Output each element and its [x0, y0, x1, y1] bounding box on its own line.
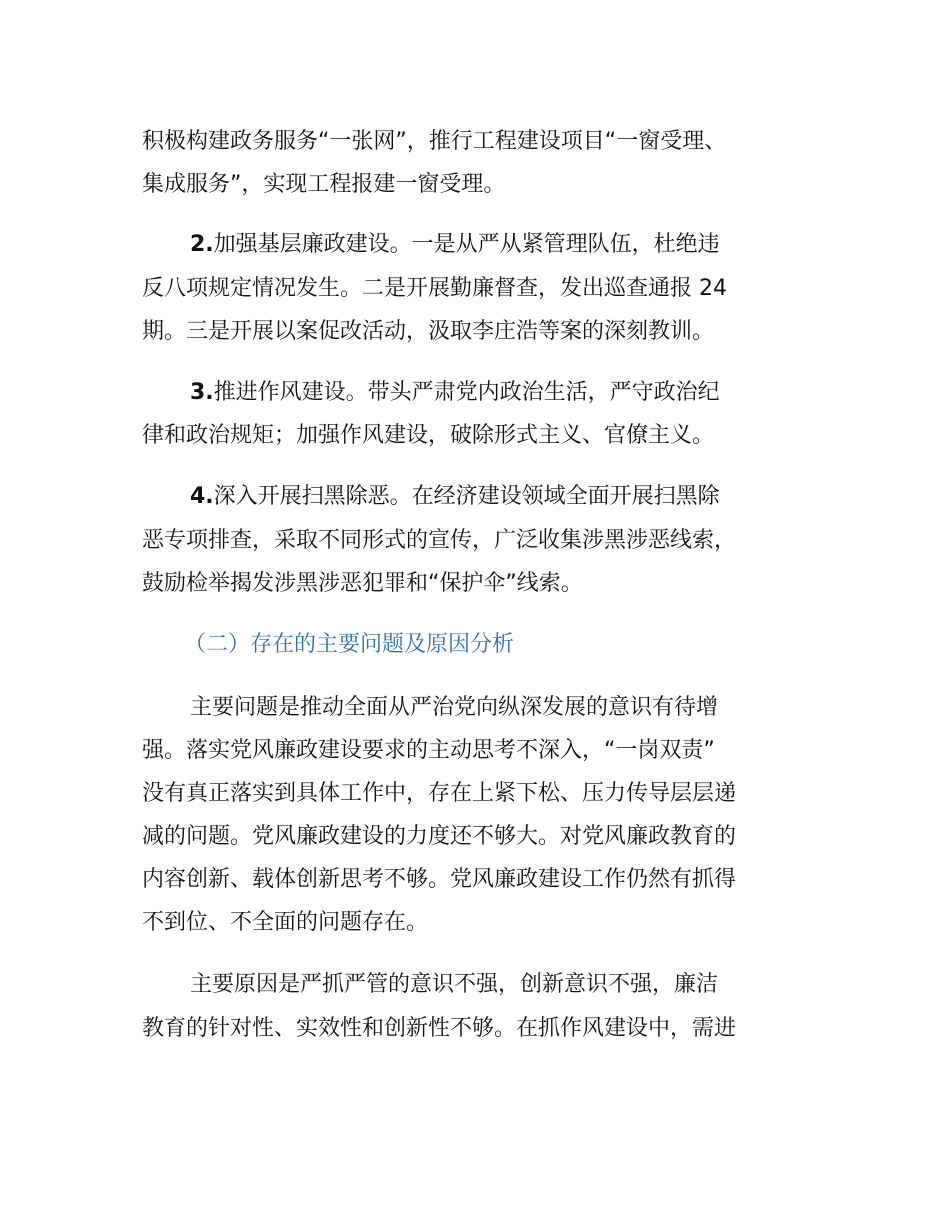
paragraph-4-line-1 — [190, 482, 720, 512]
paragraph-5-line-3: 没有真正落实到具体工作中，存在上紧下松、压力传导层层递 — [142, 781, 737, 806]
paragraph-6-line-1: 主要原因是严抓严管的意识不强，创新意识不强，廉洁 — [190, 972, 719, 997]
paragraph-5-line-5: 内容创新、载体创新思考不够。党风廉政建设工作仍然有抓得 — [142, 867, 737, 892]
paragraph-3-number: 3. — [190, 380, 214, 405]
paragraph-1-line-2: 集成服务”，实现工程报建一窗受理。 — [142, 172, 506, 197]
paragraph-5-line-4: 减的问题。党风廉政建设的力度还不够大。对党风廉政教育的 — [142, 824, 737, 849]
paragraph-2-first-text: 加强基层廉政建设。一是从严从紧管理队伍，杜绝违 — [213, 232, 720, 257]
paragraph-4-line-2: 恶专项排查，采取不同形式的宣传，广泛收集涉黑涉恶线索， — [142, 528, 737, 553]
paragraph-6-line-2: 教育的针对性、实效性和创新性不够。在抓作风建设中，需进 — [142, 1016, 737, 1041]
paragraph-5-line-2: 强。落实党风廉政建设要求的主动思考不深入，“一岗双责” — [142, 738, 715, 763]
paragraph-5-line-1: 主要问题是推动全面从严治党向纵深发展的意识有待增 — [190, 695, 719, 720]
paragraph-2-line-1 — [190, 230, 720, 260]
paragraph-4-number: 4. — [190, 484, 214, 509]
paragraph-2-line-3: 期。三是开展以案促改活动，汲取李庄浩等案的深刻教训。 — [142, 319, 715, 344]
paragraph-5-line-6: 不到位、不全面的问题存在。 — [142, 910, 429, 935]
paragraph-3-line-2: 律和政治规矩；加强作风建设，破除形式主义、官僚主义。 — [142, 423, 715, 448]
paragraph-2-line-2: 反八项规定情况发生。二是开展勤廉督查，发出巡查通报 24 — [142, 276, 727, 301]
paragraph-3-line-1 — [190, 378, 720, 408]
paragraph-4-line-3: 鼓励检举揭发涉黑涉恶犯罪和“保护伞”线索。 — [142, 571, 583, 596]
paragraph-2-number: 2. — [190, 232, 214, 257]
section-heading: （二）存在的主要问题及原因分析 — [184, 632, 515, 657]
paragraph-3-first-text: 推进作风建设。带头严肃党内政治生活，严守政治纪 — [213, 380, 720, 405]
paragraph-1-line-1: 积极构建政务服务“一张网”，推行工程建设项目“一窗受理、 — [142, 129, 727, 154]
paragraph-4-first-text: 深入开展扫黑除恶。在经济建设领域全面开展扫黑除 — [213, 484, 720, 509]
